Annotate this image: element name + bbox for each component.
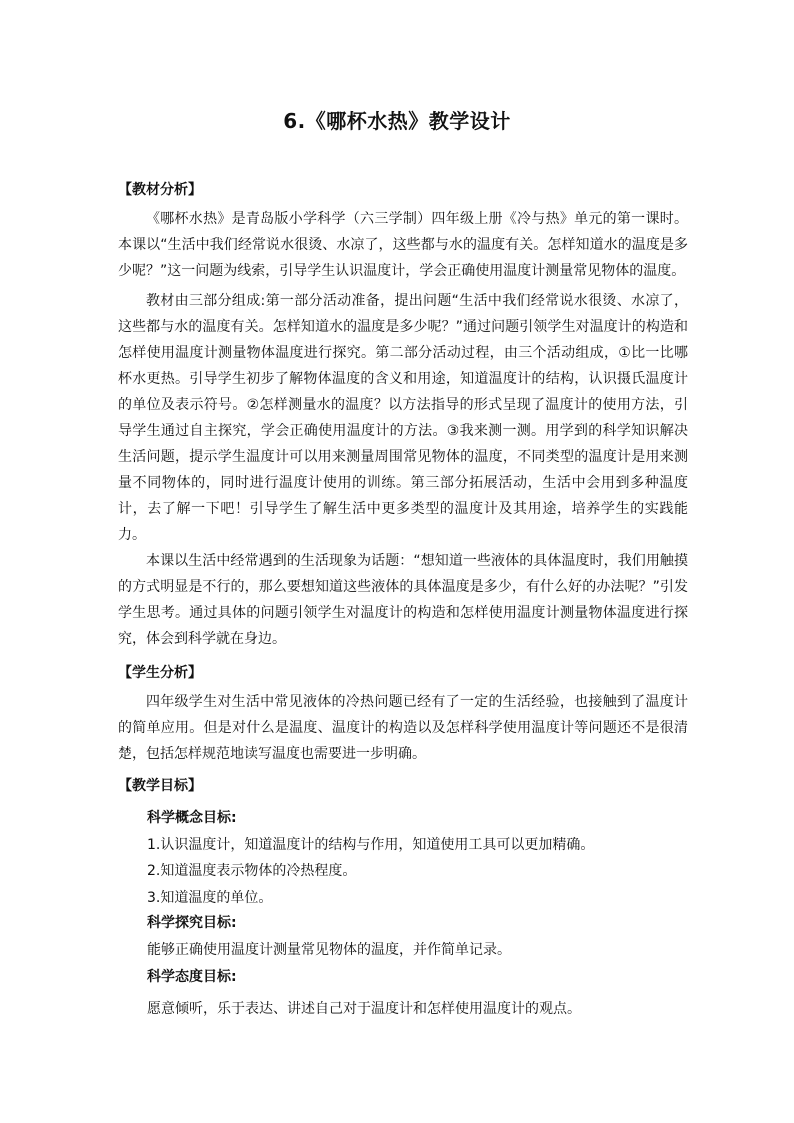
goal-item: 能够正确使用温度计测量常见物体的温度，并作简单记录。: [147, 942, 511, 958]
goal-subheading-attitude: 科学态度目标:: [147, 969, 237, 985]
section-textbook-analysis: [118, 178, 688, 652]
goal-subheading-inquiry: 科学探究目标:: [147, 915, 237, 931]
paragraph: 教材由三部分组成:第一部分活动准备，提出问题“生活中我们经常说水很烫、水凉了，这些都与水的温度有关。怎样知道水的温度是多少呢？”通过问题引领学生对温度计的构造和怎样使用温度计测量物体温度进行探究。第二部分活动过程，由三个活动组成，①比一比哪杯水更热。引导学生初步了解物体温度的含义和用途，知道温度计的结构，认识摄氏温度计的单位及表示符号。②怎样测量水的温度？以方法指导的形式呈现了温度计的使用方法，引导学生通过自主探究，学会正确使用温度计的方法。③我来测一测。用学到的科学知识解决生活问题，提示学生温度计可以用来测量周围常见物体的温度，不同类型的温度计是用来测量不同物体的，同时进行温度计使用的训练。第三部分拓展活动，生活中会用到多种温度计，去了解一下吧！引导学生了解生活中更多类型的温度计及其用途，培养学生的实践能力。: [118, 293, 688, 543]
section-student-analysis: [118, 661, 688, 767]
paragraph: 四年级学生对生活中常见液体的冷热问题已经有了一定的生活经验，也接触到了温度计的简单应用。但是对什么是温度、温度计的构造以及怎样科学使用温度计等问题还不是很清楚，包括怎样规范地读写温度也需要进一步明确。: [118, 694, 688, 762]
goal-item: 愿意倾听，乐于表达、讲述自己对于温度计和怎样使用温度计的观点。: [147, 1001, 581, 1017]
goal-item: 3.知道温度的单位。: [147, 890, 273, 906]
section-heading-goals: 【教学目标】: [118, 778, 202, 794]
goal-item: 1.认识温度计，知道温度计的结构与作用，知道使用工具可以更加精确。: [147, 837, 595, 853]
section-teaching-goals: [118, 774, 688, 798]
paragraph: 《哪杯水热》是青岛版小学科学（六三学制）四年级上册《冷与热》单元的第一课时。本课以“生活中我们经常说水很烫、水凉了，这些都与水的温度有关。怎样知道水的温度是多少呢？”这一问题为线索，引导学生认识温度计，学会正确使用温度计测量常见物体的温度。: [118, 211, 688, 279]
goal-item: 2.知道温度表示物体的冷热程度。: [147, 863, 357, 879]
paragraph: 本课以生活中经常遇到的生活现象为话题：“想知道一些液体的具体温度时，我们用触摸的方式明显是不行的，那么要想知道这些液体的具体温度是多少，有什么好的办法呢？”引发学生思考。通过具体的问题引领学生对温度计的构造和怎样使用温度计测量物体温度进行探究，体会到科学就在身边。: [118, 553, 688, 647]
goal-subheading-concept: 科学概念目标:: [147, 810, 237, 826]
document-title: 6.《哪杯水热》教学设计: [283, 109, 511, 133]
section-heading-textbook: 【教材分析】: [118, 182, 202, 198]
section-heading-student: 【学生分析】: [118, 665, 202, 681]
